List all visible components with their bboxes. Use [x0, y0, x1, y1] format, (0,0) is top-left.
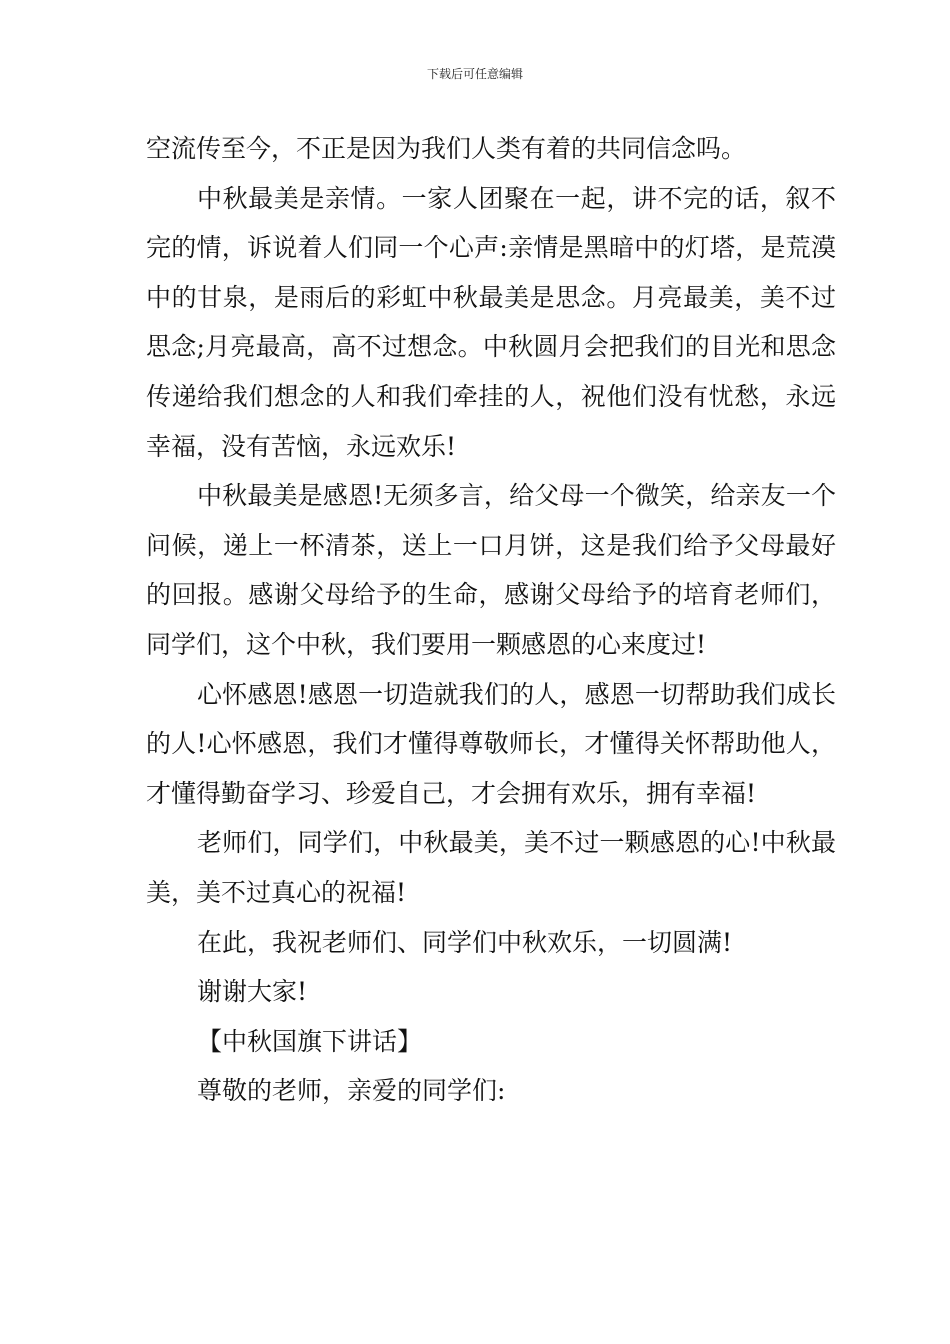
paragraph-thankful-heart: 心怀感恩!感恩一切造就我们的人，感恩一切帮助我们成长的人!心怀感恩，我们才懂得尊敬师长，才懂得关怀帮助他人，才懂得勤奋学习、珍爱自己，才会拥有欢乐，拥有幸福!: [146, 679, 836, 808]
paragraph-family-love: 中秋最美是亲情。一家人团聚在一起，讲不完的话，叙不完的情，诉说着人们同一个心声:亲情是黑暗中的灯塔，是荒漠中的甘泉，是雨后的彩虹中秋最美是思念。月亮最美，美不过思念;月亮最高，高不过想念。中秋圆月会把我们的目光和思念传递给我们想念的人和我们牵挂的人，祝他们没有忧愁，永远幸福，没有苦恼，永远欢乐!: [146, 183, 836, 461]
paragraph-greeting: 尊敬的老师，亲爱的同学们:: [197, 1076, 506, 1106]
paragraph-gratitude: 中秋最美是感恩!无须多言，给父母一个微笑，给亲友一个问候，递上一杯清茶，送上一口月饼，这是我们给予父母最好的回报。感谢父母给予的生命，感谢父母给予的培育老师们，同学们，这个中秋，我们要用一颗感恩的心来度过!: [146, 481, 836, 659]
paragraph-thanks: 谢谢大家!: [197, 977, 308, 1007]
paragraph-wishes: 在此，我祝老师们、同学们中秋欢乐，一切圆满!: [197, 927, 733, 957]
paragraph-continuation: 空流传至今，不正是因为我们人类有着的共同信念吗。: [146, 134, 747, 163]
section-heading: 【中秋国旗下讲话】: [197, 1026, 423, 1056]
paragraph-address-teachers: 老师们，同学们，中秋最美，美不过一颗感恩的心!中秋最美，美不过真心的祝福!: [146, 828, 836, 907]
page-header-note: 下载后可任意编辑: [426, 67, 523, 81]
document-body: [146, 124, 836, 1116]
